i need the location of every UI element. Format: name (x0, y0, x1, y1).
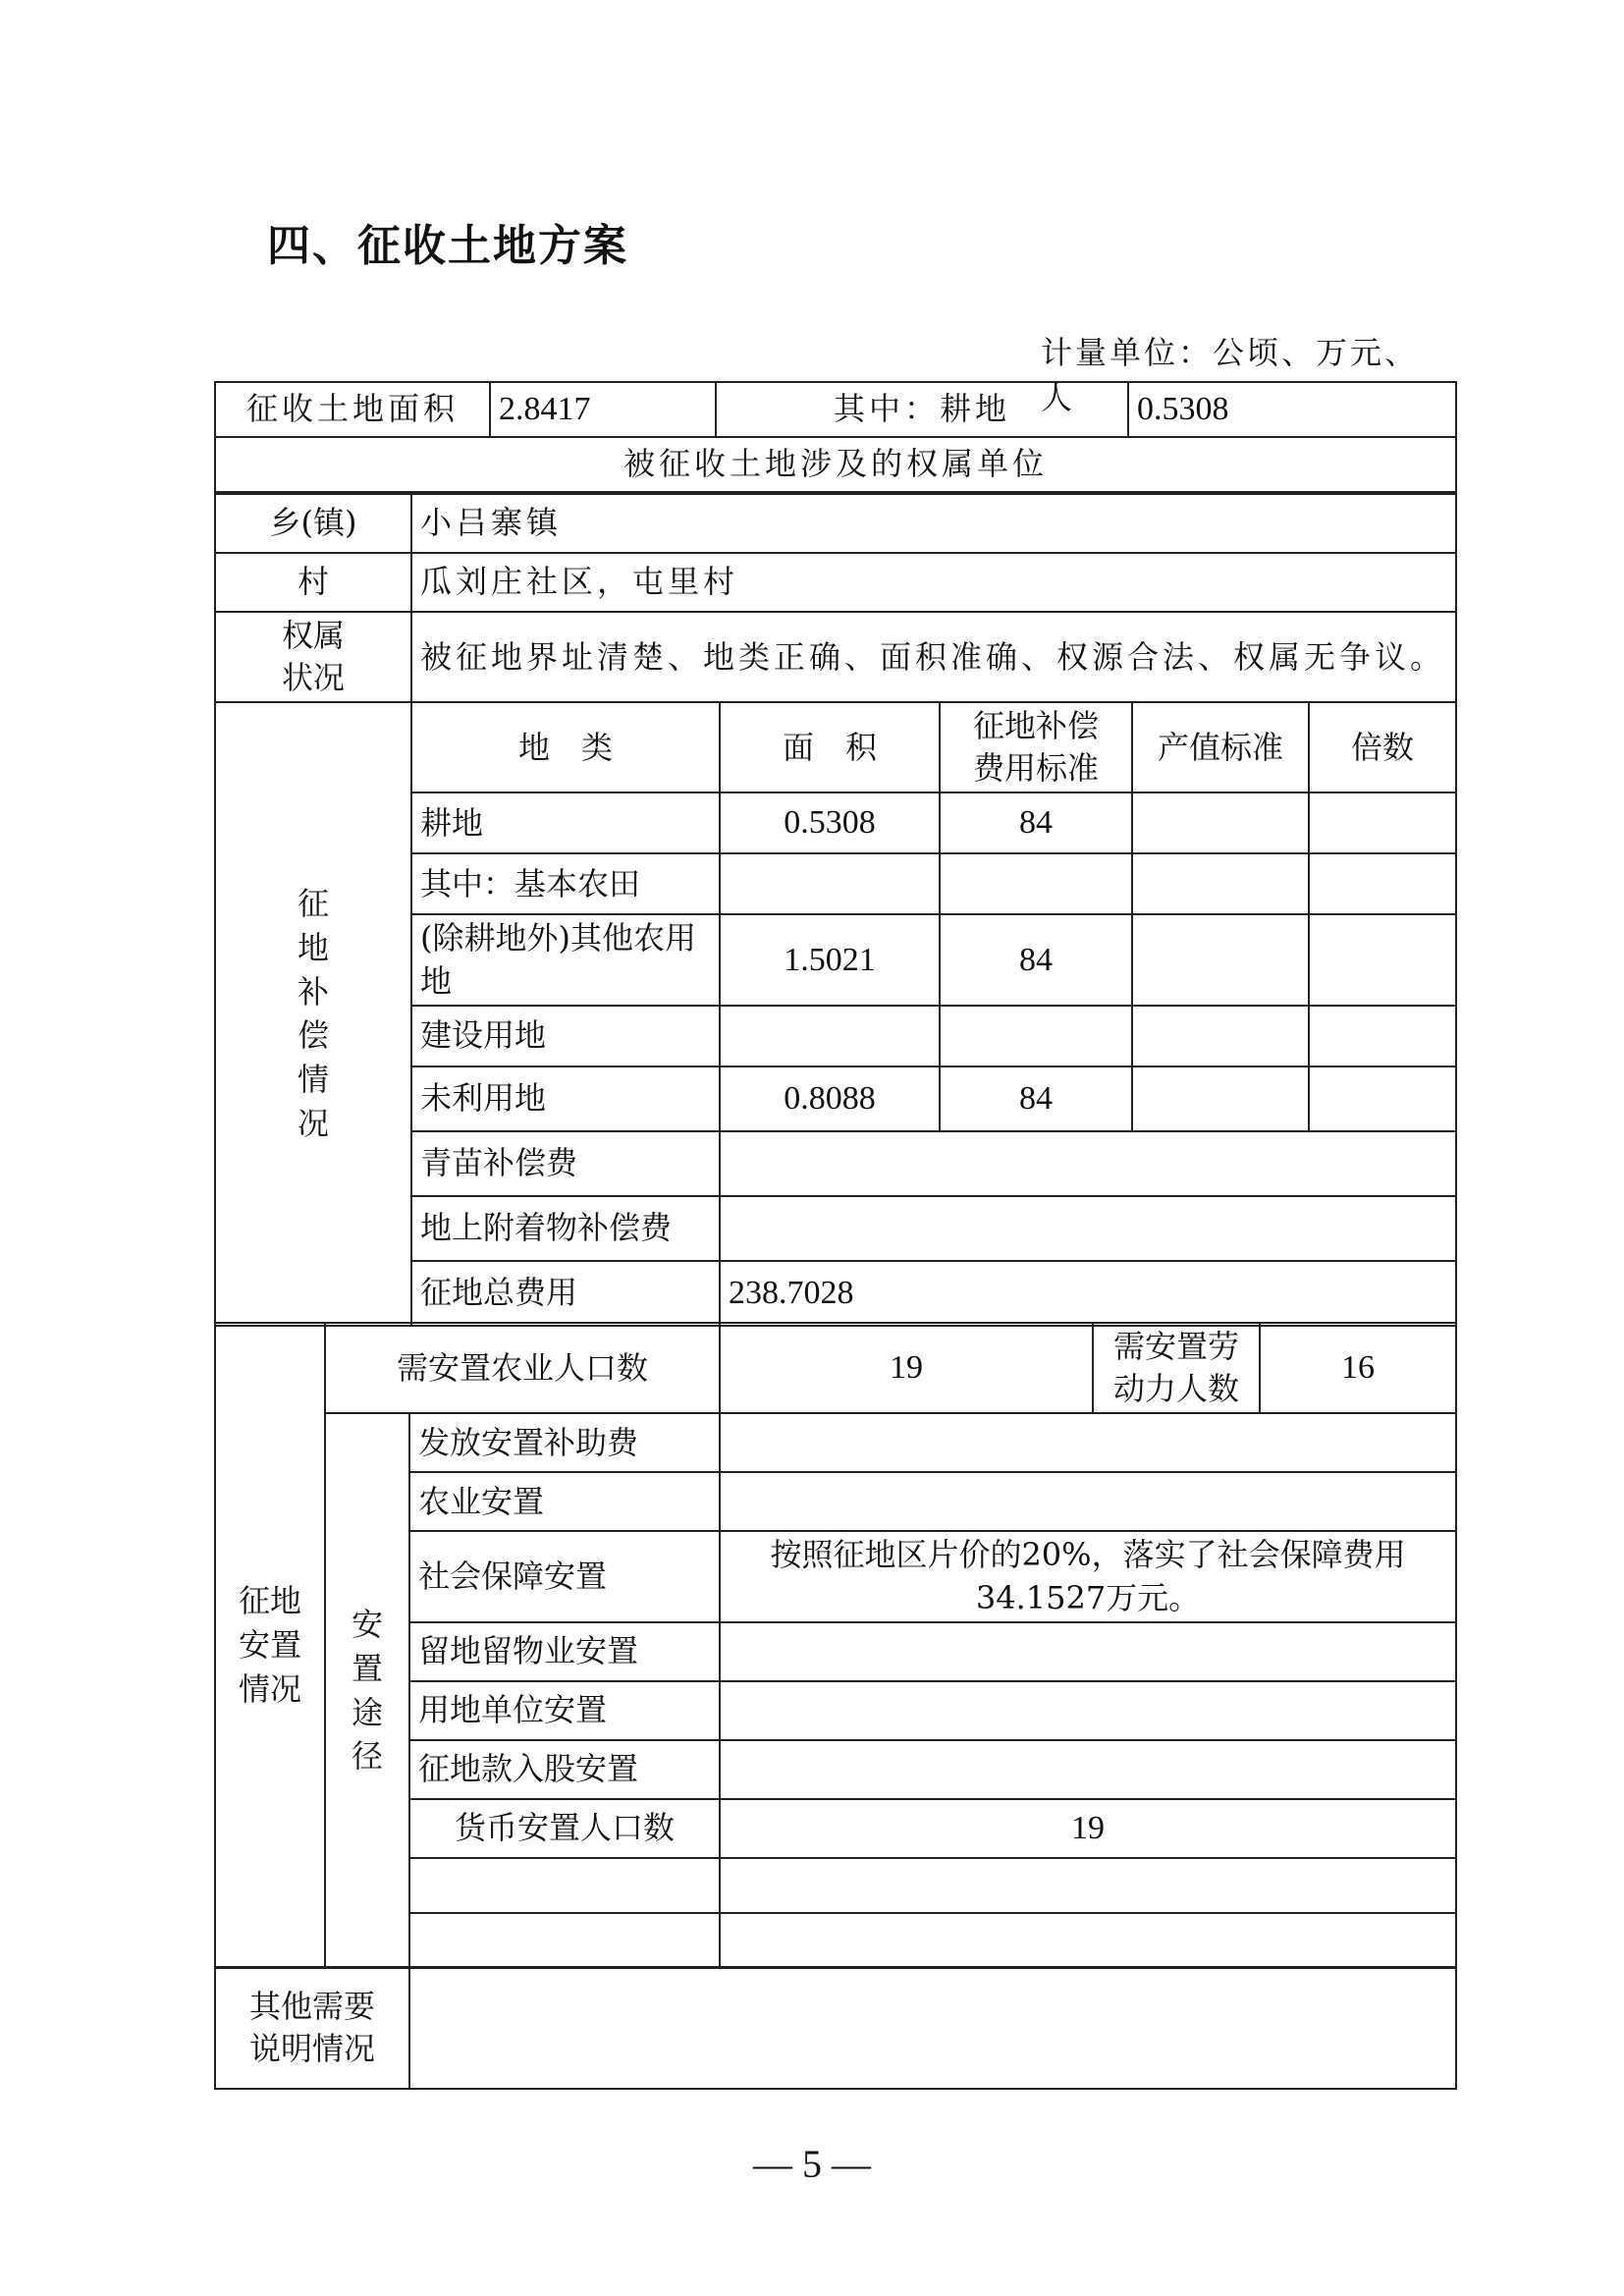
resettlement-side-label (215, 1323, 325, 1968)
blank-cell (720, 1913, 1456, 1968)
social-security-line-1: 按照征地区片价的20%，落实了社会保障费用 (770, 1536, 1406, 1574)
header-area: 面 积 (720, 702, 940, 793)
side-char: 征 (297, 884, 329, 922)
route-label: 留地留物业安置 (409, 1622, 720, 1681)
route-char: 安 (351, 1605, 383, 1643)
village-label: 村 (215, 553, 411, 612)
multiple-cell (1309, 853, 1456, 914)
resettlement-table (214, 1322, 1457, 1969)
total-fee-label: 征地总费用 (411, 1261, 720, 1326)
output-cell (1132, 793, 1309, 853)
crop-fee-value (720, 1131, 1456, 1196)
area-value: 2.8417 (490, 382, 716, 437)
side-char: 情 (297, 1061, 329, 1099)
route-value (720, 1472, 1456, 1531)
area-cell: 1.5021 (720, 914, 940, 1005)
ownership-section-title: 被征收土地涉及的权属单位 (215, 437, 1456, 492)
standard-cell (940, 853, 1132, 914)
attachment-fee-value (720, 1196, 1456, 1261)
side-line: 征地 (238, 1582, 301, 1620)
output-cell (1132, 853, 1309, 914)
route-label: 农业安置 (409, 1472, 720, 1531)
side-char: 偿 (297, 1016, 329, 1055)
social-security-line-2: 34.1527万元。 (975, 1578, 1201, 1616)
area-cell (720, 853, 940, 914)
multiple-cell (1309, 914, 1456, 1005)
page-title: 四、征收土地方案 (267, 221, 628, 271)
area-cell (720, 1006, 940, 1066)
page-number: — 5 — (753, 2142, 871, 2186)
standard-cell (940, 1006, 1132, 1066)
attachment-fee-label: 地上附着物补偿费 (411, 1196, 720, 1261)
side-char: 补 (297, 972, 329, 1011)
header-standard-line-1: 征地补偿 (972, 707, 1099, 744)
side-char: 地 (297, 928, 329, 966)
land-type-cell: (除耕地外)其他农用地 (411, 914, 720, 1005)
other-notes-label-line-2: 说明情况 (248, 2030, 375, 2067)
status-value: 被征地界址清楚、地类正确、面积准确、权源合法、权属无争议。 (411, 612, 1456, 702)
header-land-type: 地 类 (411, 702, 720, 793)
status-label-line-1: 权属 (281, 617, 345, 654)
multiple-cell (1309, 1066, 1456, 1131)
money-pop-value: 19 (720, 1799, 1456, 1858)
blank-cell (409, 1913, 720, 1968)
header-multiple: 倍数 (1309, 702, 1456, 793)
ownership-table (214, 493, 1457, 703)
blank-cell (720, 1858, 1456, 1913)
area-cell: 0.5308 (720, 793, 940, 853)
land-type-cell: 耕地 (411, 793, 720, 853)
town-label: 乡(镇) (215, 494, 411, 553)
route-char: 置 (351, 1649, 383, 1687)
labor-label-line-1: 需安置劳 (1113, 1328, 1240, 1365)
village-value: 瓜刘庄社区，屯里村 (411, 553, 1456, 612)
route-value (720, 1681, 1456, 1740)
farmland-value: 0.5308 (1128, 382, 1456, 437)
compensation-side-label (215, 702, 411, 1326)
other-notes-table (214, 1966, 1457, 2090)
other-notes-label-line-1: 其他需要 (248, 1987, 375, 2025)
header-standard (940, 702, 1132, 793)
money-pop-label: 货币安置人口数 (409, 1799, 720, 1858)
other-notes-value (409, 1967, 1456, 2089)
side-char: 况 (297, 1104, 329, 1142)
area-cell: 0.8088 (720, 1066, 940, 1131)
route-value (720, 1622, 1456, 1681)
standard-cell: 84 (940, 1066, 1132, 1131)
labor-label (1093, 1323, 1260, 1413)
farm-pop-label: 需安置农业人口数 (325, 1323, 720, 1413)
status-label-line-2: 状况 (281, 659, 345, 697)
route-label: 发放安置补助费 (409, 1413, 720, 1472)
total-fee-value: 238.7028 (720, 1261, 1456, 1326)
route-label: 征地款入股安置 (409, 1740, 720, 1799)
route-value (720, 1413, 1456, 1472)
land-type-cell: 未利用地 (411, 1066, 720, 1131)
route-label: 用地单位安置 (409, 1681, 720, 1740)
blank-cell (409, 1858, 720, 1913)
route-label: 社会保障安置 (409, 1531, 720, 1621)
status-label (215, 612, 411, 702)
route-char: 径 (351, 1737, 383, 1776)
side-line: 安置 (238, 1625, 301, 1664)
farm-pop-value: 19 (720, 1323, 1093, 1413)
route-side-label (325, 1413, 409, 1967)
output-cell (1132, 1006, 1309, 1066)
unit-note: 计量单位：公顷、万元、人 (1041, 334, 1420, 416)
standard-cell: 84 (940, 793, 1132, 853)
labor-value: 16 (1260, 1323, 1456, 1413)
multiple-cell (1309, 793, 1456, 853)
route-char: 途 (351, 1693, 383, 1731)
labor-label-line-2: 动力人数 (1113, 1370, 1240, 1408)
summary-table (214, 381, 1457, 493)
multiple-cell (1309, 1006, 1456, 1066)
farmland-label: 其中：耕地 (716, 382, 1128, 437)
other-notes-label (215, 1967, 409, 2089)
area-label: 征收土地面积 (215, 382, 490, 437)
town-value: 小吕寨镇 (411, 494, 1456, 553)
land-type-cell: 建设用地 (411, 1006, 720, 1066)
header-standard-line-2: 费用标准 (972, 749, 1099, 788)
route-value (720, 1740, 1456, 1799)
land-type-cell: 其中：基本农田 (411, 853, 720, 914)
header-output-standard: 产值标准 (1132, 702, 1309, 793)
output-cell (1132, 1066, 1309, 1131)
compensation-table (214, 701, 1457, 1327)
output-cell (1132, 914, 1309, 1005)
side-line: 情况 (238, 1669, 301, 1708)
route-value (720, 1531, 1456, 1621)
crop-fee-label: 青苗补偿费 (411, 1131, 720, 1196)
standard-cell: 84 (940, 914, 1132, 1005)
